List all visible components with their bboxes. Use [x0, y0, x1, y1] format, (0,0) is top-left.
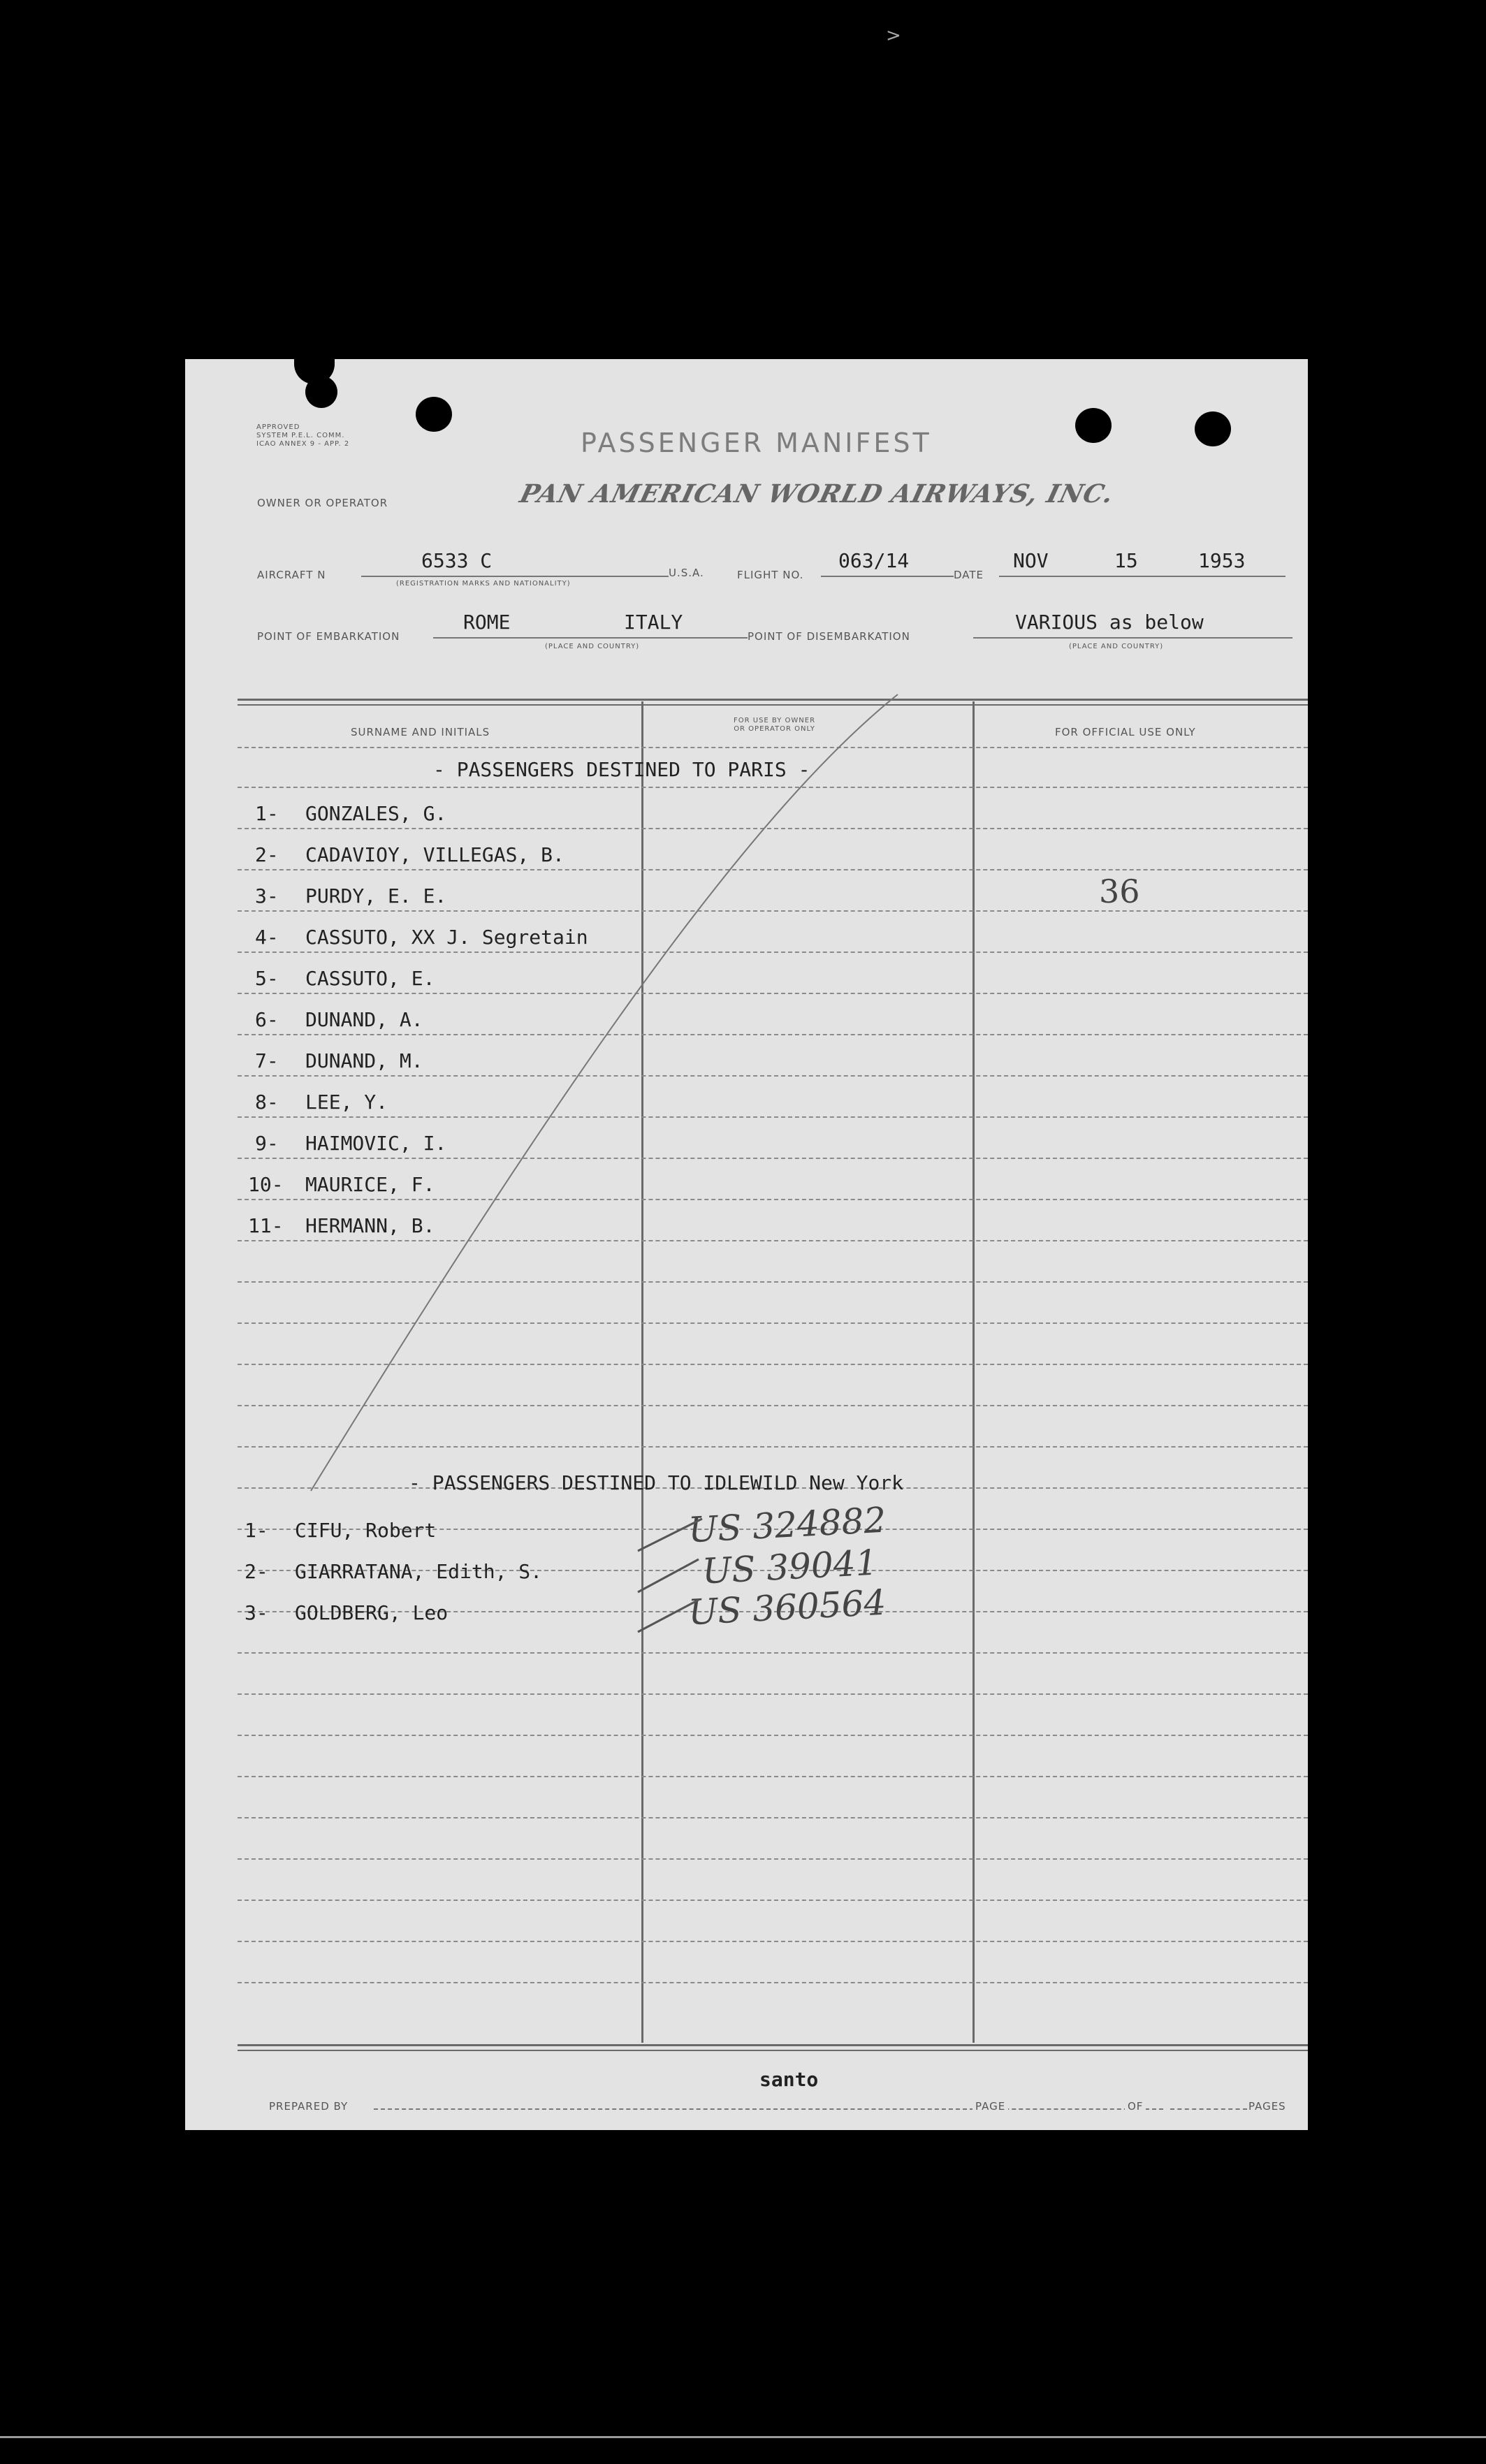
column-header-surname: SURNAME AND INITIALS: [351, 726, 490, 738]
passenger-name: CASSUTO, E.: [305, 967, 435, 990]
disembarkation-label: POINT OF DISEMBARKATION: [748, 630, 910, 643]
passenger-name: HERMANN, B.: [305, 1214, 435, 1237]
group-heading-paris: - PASSENGERS DESTINED TO PARIS -: [433, 758, 810, 781]
passenger-row: 6- DUNAND, A.: [255, 1008, 423, 1031]
signature: santo: [759, 2068, 819, 2091]
embarkation-country: ITALY: [624, 611, 683, 634]
embarkation-city: ROME: [463, 611, 511, 634]
owner-name: PAN AMERICAN WORLD AIRWAYS, INC.: [516, 479, 1117, 509]
background-mark: >: [886, 25, 902, 46]
page-label: PAGE: [973, 2100, 1008, 2113]
owner-label: OWNER OR OPERATOR: [257, 497, 388, 509]
passenger-row: 8- LEE, Y.: [255, 1091, 388, 1114]
background-line: [0, 2436, 1486, 2438]
group-heading-idlewild: - PASSENGERS DESTINED TO IDLEWILD New York: [409, 1471, 904, 1494]
passenger-name: GIARRATANA, Edith, S.: [295, 1560, 543, 1583]
passenger-row: 10- MAURICE, F.: [248, 1173, 435, 1196]
aircraft-value: 6533 C: [421, 549, 493, 572]
embarkation-label: POINT OF EMBARKATION: [257, 630, 400, 643]
pages-underline: [1170, 2108, 1247, 2110]
passenger-row: 2- GIARRATANA, Edith, S.: [245, 1560, 543, 1583]
passenger-name: CASSUTO, XX J. Segretain: [305, 926, 588, 949]
passenger-name: DUNAND, A.: [305, 1008, 423, 1031]
of-label: OF: [1125, 2100, 1146, 2113]
passenger-row: 3- PURDY, E. E.: [255, 884, 447, 907]
passenger-name: MAURICE, F.: [305, 1173, 435, 1196]
pages-label: PAGES: [1248, 2100, 1286, 2113]
prepared-by-underline: [374, 2108, 1163, 2110]
disembarkation-caption: (PLACE AND COUNTRY): [1069, 643, 1164, 650]
passenger-row: 2- CADAVIOY, VILLEGAS, B.: [255, 843, 564, 866]
aircraft-label: AIRCRAFT N: [257, 569, 326, 581]
date-month: NOV: [1013, 549, 1049, 572]
embarkation-caption: (PLACE AND COUNTRY): [545, 643, 640, 650]
date-label: DATE: [954, 569, 984, 581]
passenger-row: 1- GONZALES, G.: [255, 802, 447, 825]
form-title: PASSENGER MANIFEST: [581, 428, 932, 458]
passenger-row: 11- HERMANN, B.: [248, 1214, 435, 1237]
approval-note: APPROVED SYSTEM P.E.L. COMM. ICAO ANNEX 9 - APP. 2: [256, 423, 350, 448]
passenger-name: CIFU, Robert: [295, 1519, 437, 1542]
flight-value: 063/14: [838, 549, 910, 572]
passenger-row: 4- CASSUTO, XX J. Segretain: [255, 926, 588, 949]
prepared-by-label: PREPARED BY: [269, 2100, 349, 2113]
owner-note-handwritten: US 39041: [701, 1542, 879, 1592]
official-mark: 36: [1099, 873, 1140, 910]
manifest-sheet: [185, 359, 1308, 2130]
date-year: 1953: [1198, 549, 1246, 572]
passenger-name: DUNAND, M.: [305, 1049, 423, 1072]
passenger-name: PURDY, E. E.: [305, 884, 447, 907]
passenger-row: 1- CIFU, Robert: [245, 1519, 437, 1542]
country-label: U.S.A.: [669, 567, 704, 579]
aircraft-caption: (REGISTRATION MARKS AND NATIONALITY): [396, 580, 571, 588]
disembarkation-value: VARIOUS as below: [1015, 611, 1204, 634]
passenger-row: 5- CASSUTO, E.: [255, 967, 435, 990]
passenger-row: 7- DUNAND, M.: [255, 1049, 423, 1072]
passenger-name: GONZALES, G.: [305, 802, 447, 825]
passenger-name: LEE, Y.: [305, 1091, 388, 1114]
passenger-name: GOLDBERG, Leo: [295, 1601, 449, 1624]
passenger-name: CADAVIOY, VILLEGAS, B.: [305, 843, 564, 866]
passenger-row: 9- HAIMOVIC, I.: [255, 1132, 447, 1155]
passenger-row: 3- GOLDBERG, Leo: [245, 1601, 449, 1624]
pen-stroke: [185, 359, 1308, 2130]
passenger-name: HAIMOVIC, I.: [305, 1132, 447, 1155]
column-header-official: FOR OFFICIAL USE ONLY: [1055, 726, 1196, 738]
flight-label: FLIGHT NO.: [737, 569, 804, 581]
column-header-owner-use: FOR USE BY OWNER OR OPERATOR ONLY: [734, 717, 816, 733]
owner-note-handwritten: US 324882: [687, 1499, 887, 1551]
owner-note-handwritten: US 360564: [687, 1582, 887, 1633]
date-day: 15: [1114, 549, 1138, 572]
